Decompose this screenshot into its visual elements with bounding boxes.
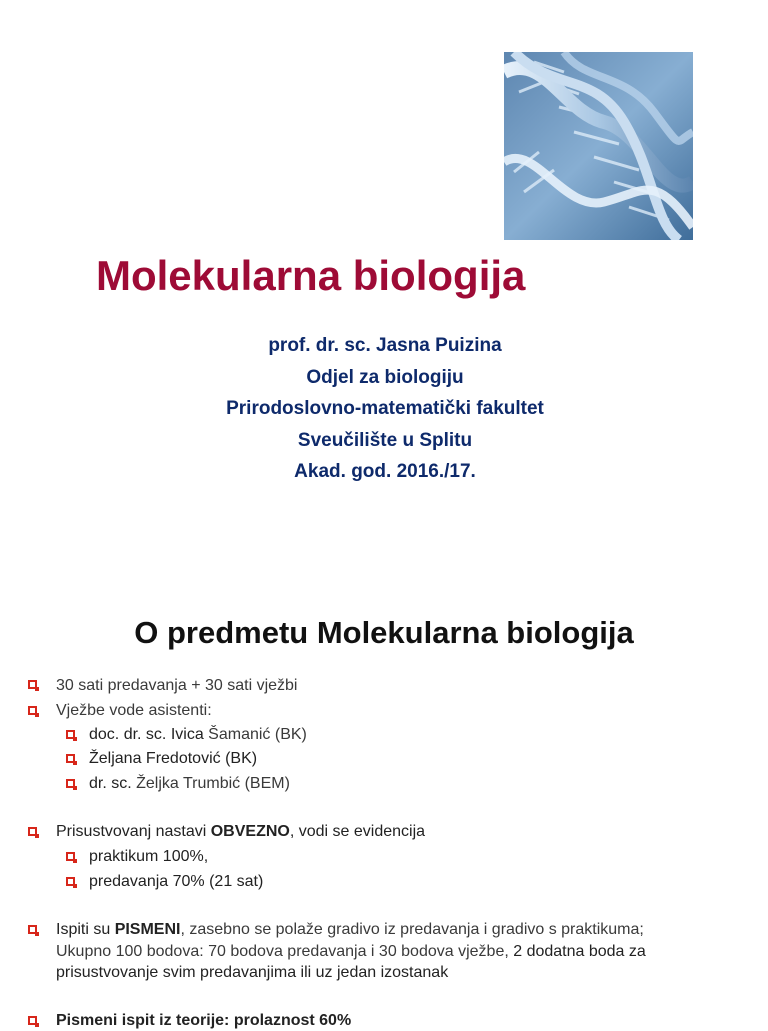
list-item: Željana Fredotović (BK) bbox=[89, 750, 258, 767]
faculty: Prirodoslovno-matematički fakultet bbox=[226, 398, 544, 419]
square-bullet-icon bbox=[66, 754, 75, 763]
list-item: Prisustvovanj nastavi OBVEZNO, vodi se evidencija bbox=[56, 823, 426, 840]
list-item: Pismeni ispit iz teorije: prolaznost 60% bbox=[56, 1012, 352, 1029]
square-bullet-icon bbox=[28, 706, 37, 715]
square-bullet-icon bbox=[66, 779, 75, 788]
list-item: Ispiti su PISMENI, zasebno se polaže gradivo iz predavanja i gradivo s praktikuma; bbox=[56, 921, 644, 938]
square-bullet-icon bbox=[28, 827, 37, 836]
list-item-continued: Ukupno 100 bodova: 70 bodova predavanja i 30 bodova vježbe, 2 dodatna boda za bbox=[56, 943, 646, 960]
list-item: predavanja 70% (21 sat) bbox=[89, 873, 264, 890]
list-item: 30 sati predavanja + 30 sati vježbi bbox=[56, 677, 298, 694]
author-info bbox=[130, 330, 640, 488]
square-bullet-icon bbox=[66, 877, 75, 886]
slide-title: Molekularna biologija bbox=[96, 252, 526, 299]
list-item: Vježbe vode asistenti: bbox=[56, 702, 212, 719]
course-title: O predmetu Molekularna biologija bbox=[134, 615, 634, 650]
list-item: praktikum 100%, bbox=[89, 848, 209, 865]
list-item-continued: prisustvovanje svim predavanjima ili uz jedan izostanak bbox=[56, 964, 449, 981]
academic-year: Akad. god. 2016./17. bbox=[294, 461, 476, 482]
dna-helix-image bbox=[504, 52, 693, 240]
list-item: dr. sc. Željka Trumbić (BEM) bbox=[89, 775, 290, 792]
department: Odjel za biologiju bbox=[306, 366, 464, 388]
author-name: prof. dr. sc. Jasna Puizina bbox=[268, 335, 502, 356]
square-bullet-icon bbox=[66, 852, 75, 861]
square-bullet-icon bbox=[66, 730, 75, 739]
square-bullet-icon bbox=[28, 680, 37, 689]
list-item: doc. dr. sc. Ivica Šamanić (BK) bbox=[89, 726, 307, 743]
square-bullet-icon bbox=[28, 925, 37, 934]
university: Sveučilište u Splitu bbox=[297, 429, 473, 451]
